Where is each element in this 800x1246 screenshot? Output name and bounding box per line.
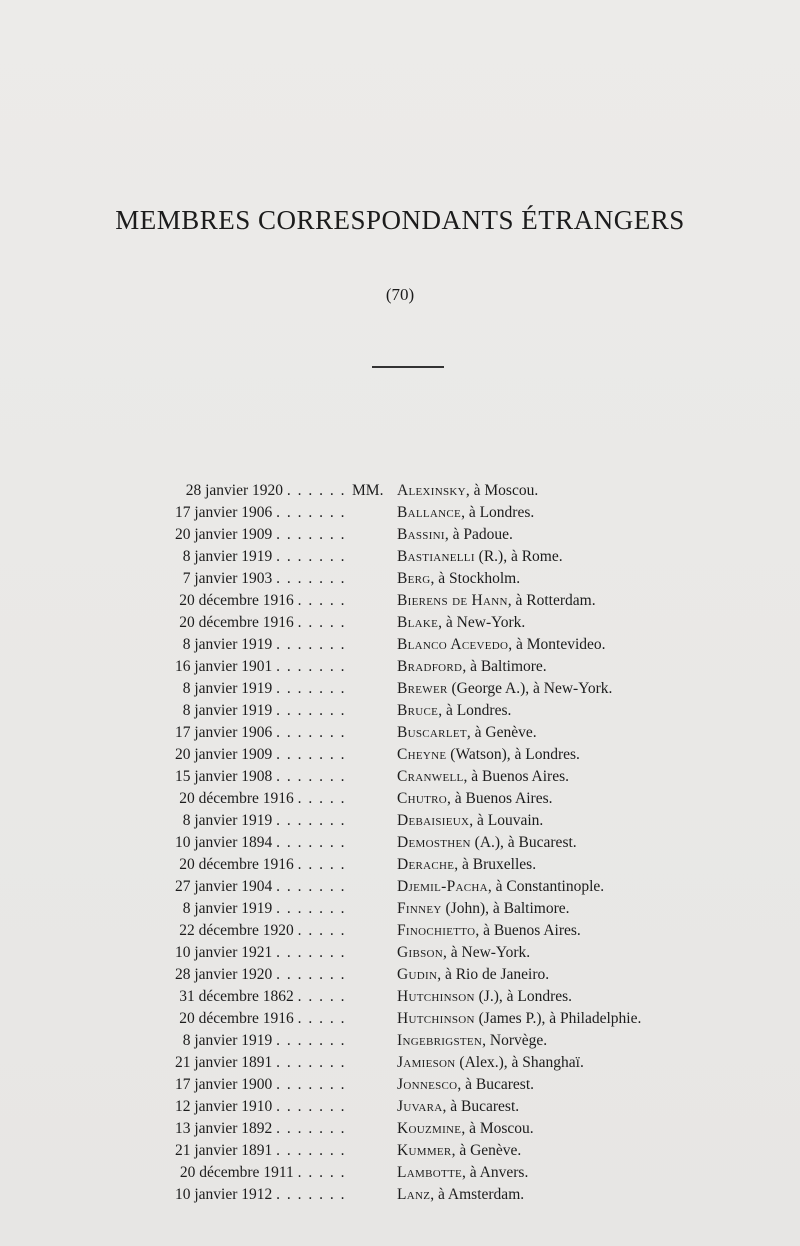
election-date (175, 876, 346, 898)
leader-dots: . . . . . . . (276, 966, 346, 983)
leader-dots: . . . . . . . (276, 1186, 346, 1203)
member-name (397, 480, 538, 502)
date-text: 21 janvier 1891 (174, 1142, 273, 1159)
member-surname: Blanco Acevedo (397, 636, 509, 653)
member-surname: Alexinsky (397, 482, 466, 499)
member-name (397, 832, 577, 854)
election-date (183, 546, 346, 568)
member-name (397, 1052, 584, 1074)
election-date (186, 480, 346, 502)
member-location: , à Montevideo. (508, 636, 606, 653)
leader-dots: . . . . . . . (276, 944, 346, 961)
member-row (0, 1030, 800, 1052)
leader-dots: . . . . . . . (276, 1032, 346, 1049)
leader-dots: . . . . . . . (276, 1054, 346, 1071)
member-name (397, 700, 511, 722)
member-name (397, 766, 569, 788)
date-text: 8 janvier 1919 (182, 636, 273, 653)
member-surname: Cranwell (397, 768, 464, 785)
date-text: 16 janvier 1901 (174, 658, 273, 675)
member-row (0, 700, 800, 722)
election-date (179, 854, 346, 876)
member-location: , à Rio de Janeiro. (437, 966, 550, 983)
member-location: , à Moscou. (461, 1120, 534, 1137)
leader-dots: . . . . . . . (276, 702, 346, 719)
date-text: 20 janvier 1909 (174, 746, 273, 763)
election-date (179, 590, 346, 612)
election-date (183, 898, 346, 920)
member-name (397, 964, 549, 986)
member-surname: Bassini (397, 526, 445, 543)
election-date (183, 634, 346, 656)
member-name (397, 920, 581, 942)
member-row (0, 1184, 800, 1206)
member-surname: Gudin (397, 966, 438, 983)
member-row (0, 832, 800, 854)
member-row (0, 810, 800, 832)
member-location: , à Constantinople. (487, 878, 605, 895)
member-name (397, 788, 553, 810)
date-text: 17 janvier 1900 (174, 1076, 273, 1093)
election-date (179, 920, 346, 942)
member-name (397, 1030, 547, 1052)
leader-dots: . . . . . . . (276, 900, 346, 917)
election-date (183, 1030, 346, 1052)
member-row (0, 480, 800, 502)
election-date (175, 656, 346, 678)
leader-dots: . . . . . . . (276, 636, 346, 653)
leader-dots: . . . . . (297, 922, 346, 939)
member-surname: Bastianelli (397, 548, 475, 565)
member-row (0, 1052, 800, 1074)
member-row (0, 744, 800, 766)
member-row (0, 524, 800, 546)
member-name (397, 656, 547, 678)
date-text: 8 janvier 1919 (182, 702, 273, 719)
election-date (175, 766, 346, 788)
member-name (397, 898, 570, 920)
member-name (397, 568, 520, 590)
member-name (397, 986, 572, 1008)
date-text: 27 janvier 1904 (174, 878, 273, 895)
date-text: 10 janvier 1894 (174, 834, 273, 851)
date-text: 8 janvier 1919 (182, 680, 273, 697)
date-text: 20 décembre 1916 (179, 614, 294, 631)
member-name (397, 1118, 534, 1140)
member-row (0, 876, 800, 898)
election-date (175, 1140, 346, 1162)
member-surname: Gibson (397, 944, 443, 961)
member-name (397, 854, 536, 876)
date-text: 8 janvier 1919 (182, 900, 273, 917)
member-row (0, 502, 800, 524)
member-surname: Chutro (397, 790, 448, 807)
leader-dots: . . . . . (297, 856, 346, 873)
member-location: , à Londres. (461, 504, 535, 521)
date-text: 20 décembre 1916 (179, 1010, 294, 1027)
member-surname: Blake (397, 614, 439, 631)
member-row (0, 920, 800, 942)
member-surname: Lanz (397, 1186, 431, 1203)
election-date (183, 678, 346, 700)
member-row (0, 942, 800, 964)
member-location: , à Bucarest. (442, 1098, 520, 1115)
member-location: (James P.), à Philadelphie. (474, 1010, 642, 1027)
member-surname: Bierens de Hann (397, 592, 508, 609)
member-location: , à Buenos Aires. (447, 790, 553, 807)
page-title: MEMBRES CORRESPONDANTS ÉTRANGERS (115, 205, 685, 235)
election-date (179, 1008, 346, 1030)
leader-dots: . . . . . . . (276, 1142, 346, 1159)
member-surname: Bruce (397, 702, 439, 719)
leader-dots: . . . . . . . (276, 768, 346, 785)
member-surname: Berg (397, 570, 431, 587)
date-text: 21 janvier 1891 (174, 1054, 273, 1071)
member-row (0, 590, 800, 612)
member-location: , à Stockholm. (430, 570, 521, 587)
date-text: 28 janvier 1920 (174, 966, 273, 983)
member-row (0, 634, 800, 656)
member-name (397, 876, 604, 898)
member-row (0, 612, 800, 634)
leader-dots: . . . . . . . (276, 878, 346, 895)
leader-dots: . . . . . . . (276, 746, 346, 763)
member-location: (John), à Baltimore. (441, 900, 570, 917)
member-name (397, 502, 534, 524)
member-row (0, 766, 800, 788)
election-date (175, 1074, 346, 1096)
election-date (175, 502, 346, 524)
member-row (0, 1096, 800, 1118)
leader-dots: . . . . . . . (276, 1120, 346, 1137)
member-name (397, 722, 537, 744)
member-surname: Debaisieux (397, 812, 470, 829)
member-row (0, 788, 800, 810)
election-date (175, 1052, 346, 1074)
member-surname: Jonnesco (397, 1076, 458, 1093)
date-text: 20 janvier 1909 (174, 526, 273, 543)
leader-dots: . . . . . . . (276, 504, 346, 521)
member-location: , à Anvers. (462, 1164, 529, 1181)
leader-dots: . . . . . . . (276, 812, 346, 829)
election-date (175, 722, 346, 744)
member-row (0, 568, 800, 590)
member-location: , à Londres. (438, 702, 512, 719)
date-text: 17 janvier 1906 (174, 724, 273, 741)
date-text: 17 janvier 1906 (174, 504, 273, 521)
member-location: , à Buenos Aires. (475, 922, 581, 939)
member-surname: Jamieson (397, 1054, 456, 1071)
date-text: 31 décembre 1862 (179, 988, 294, 1005)
leader-dots: . . . . . (297, 1010, 346, 1027)
divider-rule (372, 366, 444, 368)
election-date (180, 1162, 346, 1184)
leader-dots: . . . . . (297, 614, 346, 631)
member-location: , à Genève. (451, 1142, 522, 1159)
member-row (0, 986, 800, 1008)
member-surname: Kummer (397, 1142, 452, 1159)
member-name (397, 524, 513, 546)
date-text: 8 janvier 1919 (182, 548, 273, 565)
leader-dots: . . . . . . . (276, 724, 346, 741)
election-date (183, 810, 346, 832)
member-location: (George A.), à New-York. (447, 680, 613, 697)
election-date (175, 1118, 346, 1140)
member-location: , à New-York. (443, 944, 531, 961)
leader-dots: . . . . . . . (276, 834, 346, 851)
member-surname: Buscarlet (397, 724, 467, 741)
member-count: (70) (385, 285, 415, 304)
date-text: 28 janvier 1920 (185, 482, 283, 499)
leader-dots: . . . . . (297, 592, 346, 609)
date-text: 13 janvier 1892 (174, 1120, 273, 1137)
member-name (397, 810, 543, 832)
date-text: 10 janvier 1912 (174, 1186, 273, 1203)
election-date (175, 524, 346, 546)
member-surname: Derache (397, 856, 455, 873)
date-text: 8 janvier 1919 (182, 812, 273, 829)
member-location: , à Buenos Aires. (463, 768, 569, 785)
member-row (0, 898, 800, 920)
member-name (397, 1140, 521, 1162)
member-name (397, 634, 606, 656)
leader-dots: . . . . . . . (276, 548, 346, 565)
member-surname: Cheyne (397, 746, 447, 763)
member-surname: Bradford (397, 658, 463, 675)
member-row (0, 1118, 800, 1140)
date-text: 8 janvier 1919 (182, 1032, 273, 1049)
date-text: 22 décembre 1920 (179, 922, 294, 939)
member-location: , à Louvain. (469, 812, 544, 829)
member-name (397, 1096, 519, 1118)
member-name (397, 590, 596, 612)
member-surname: Djemil-Pacha (397, 878, 488, 895)
member-location: , à Bucarest. (457, 1076, 534, 1093)
member-surname: Hutchinson (397, 988, 475, 1005)
member-name (397, 1074, 534, 1096)
leader-dots: . . . . . . . (276, 658, 346, 675)
election-date (179, 788, 346, 810)
member-location: (J.), à Londres. (474, 988, 573, 1005)
member-row (0, 546, 800, 568)
member-row (0, 964, 800, 986)
date-text: 12 janvier 1910 (174, 1098, 273, 1115)
member-surname: Juvara (397, 1098, 443, 1115)
election-date (175, 832, 346, 854)
election-date (175, 1096, 346, 1118)
member-location: (Watson), à Londres. (446, 746, 580, 763)
member-name (397, 1008, 641, 1030)
member-name (397, 744, 580, 766)
member-surname: Ingebrigsten (397, 1032, 483, 1049)
member-location: , à Genève. (466, 724, 537, 741)
date-text: 20 décembre 1916 (179, 856, 294, 873)
election-date (175, 744, 346, 766)
leader-dots: . . . . . (297, 790, 346, 807)
member-surname: Ballance (397, 504, 462, 521)
election-date (179, 986, 346, 1008)
member-location: (R.), à Rome. (474, 548, 563, 565)
leader-dots: . . . . . . (286, 482, 346, 499)
member-row (0, 1008, 800, 1030)
member-row (0, 1140, 800, 1162)
election-date (183, 568, 346, 590)
election-date (175, 964, 346, 986)
leader-dots: . . . . . . . (276, 1076, 346, 1093)
election-date (179, 612, 346, 634)
member-list (0, 480, 800, 1206)
member-row (0, 1074, 800, 1096)
leader-dots: . . . . . (297, 1164, 346, 1181)
member-location: , à Rotterdam. (507, 592, 596, 609)
honorific-prefix: MM. (352, 482, 384, 499)
member-row (0, 1162, 800, 1184)
member-location: , Norvège. (482, 1032, 548, 1049)
election-date (183, 700, 346, 722)
member-location: , à Baltimore. (462, 658, 547, 675)
member-name (397, 1162, 528, 1184)
leader-dots: . . . . . . . (276, 570, 346, 587)
date-text: 20 décembre 1911 (179, 1164, 294, 1181)
member-name (397, 1184, 524, 1206)
member-surname: Finney (397, 900, 442, 917)
member-surname: Hutchinson (397, 1010, 475, 1027)
member-name (397, 678, 612, 700)
member-location: (Alex.), à Shanghaï. (455, 1054, 584, 1071)
member-location: , à Amsterdam. (430, 1186, 525, 1203)
member-row (0, 678, 800, 700)
member-location: , à Padoue. (444, 526, 513, 543)
leader-dots: . . . . . . . (276, 680, 346, 697)
leader-dots: . . . . . . . (276, 526, 346, 543)
member-row (0, 722, 800, 744)
election-date (175, 942, 346, 964)
member-surname: Brewer (397, 680, 448, 697)
member-name (397, 612, 525, 634)
member-name (397, 942, 530, 964)
member-location: , à New-York. (438, 614, 526, 631)
member-name (397, 546, 563, 568)
member-row (0, 656, 800, 678)
member-surname: Kouzmine (397, 1120, 462, 1137)
date-text: 15 janvier 1908 (174, 768, 273, 785)
member-location: , à Bruxelles. (454, 856, 537, 873)
date-text: 20 décembre 1916 (179, 790, 294, 807)
member-location: , à Moscou. (465, 482, 539, 499)
member-location: (A.), à Bucarest. (470, 834, 577, 851)
member-surname: Demosthen (397, 834, 471, 851)
member-surname: Lambotte (397, 1164, 463, 1181)
leader-dots: . . . . . (297, 988, 346, 1005)
date-text: 10 janvier 1921 (174, 944, 273, 961)
leader-dots: . . . . . . . (276, 1098, 346, 1115)
date-text: 7 janvier 1903 (182, 570, 273, 587)
date-text: 20 décembre 1916 (179, 592, 294, 609)
member-surname: Finochietto (397, 922, 476, 939)
member-row (0, 854, 800, 876)
election-date (175, 1184, 346, 1206)
